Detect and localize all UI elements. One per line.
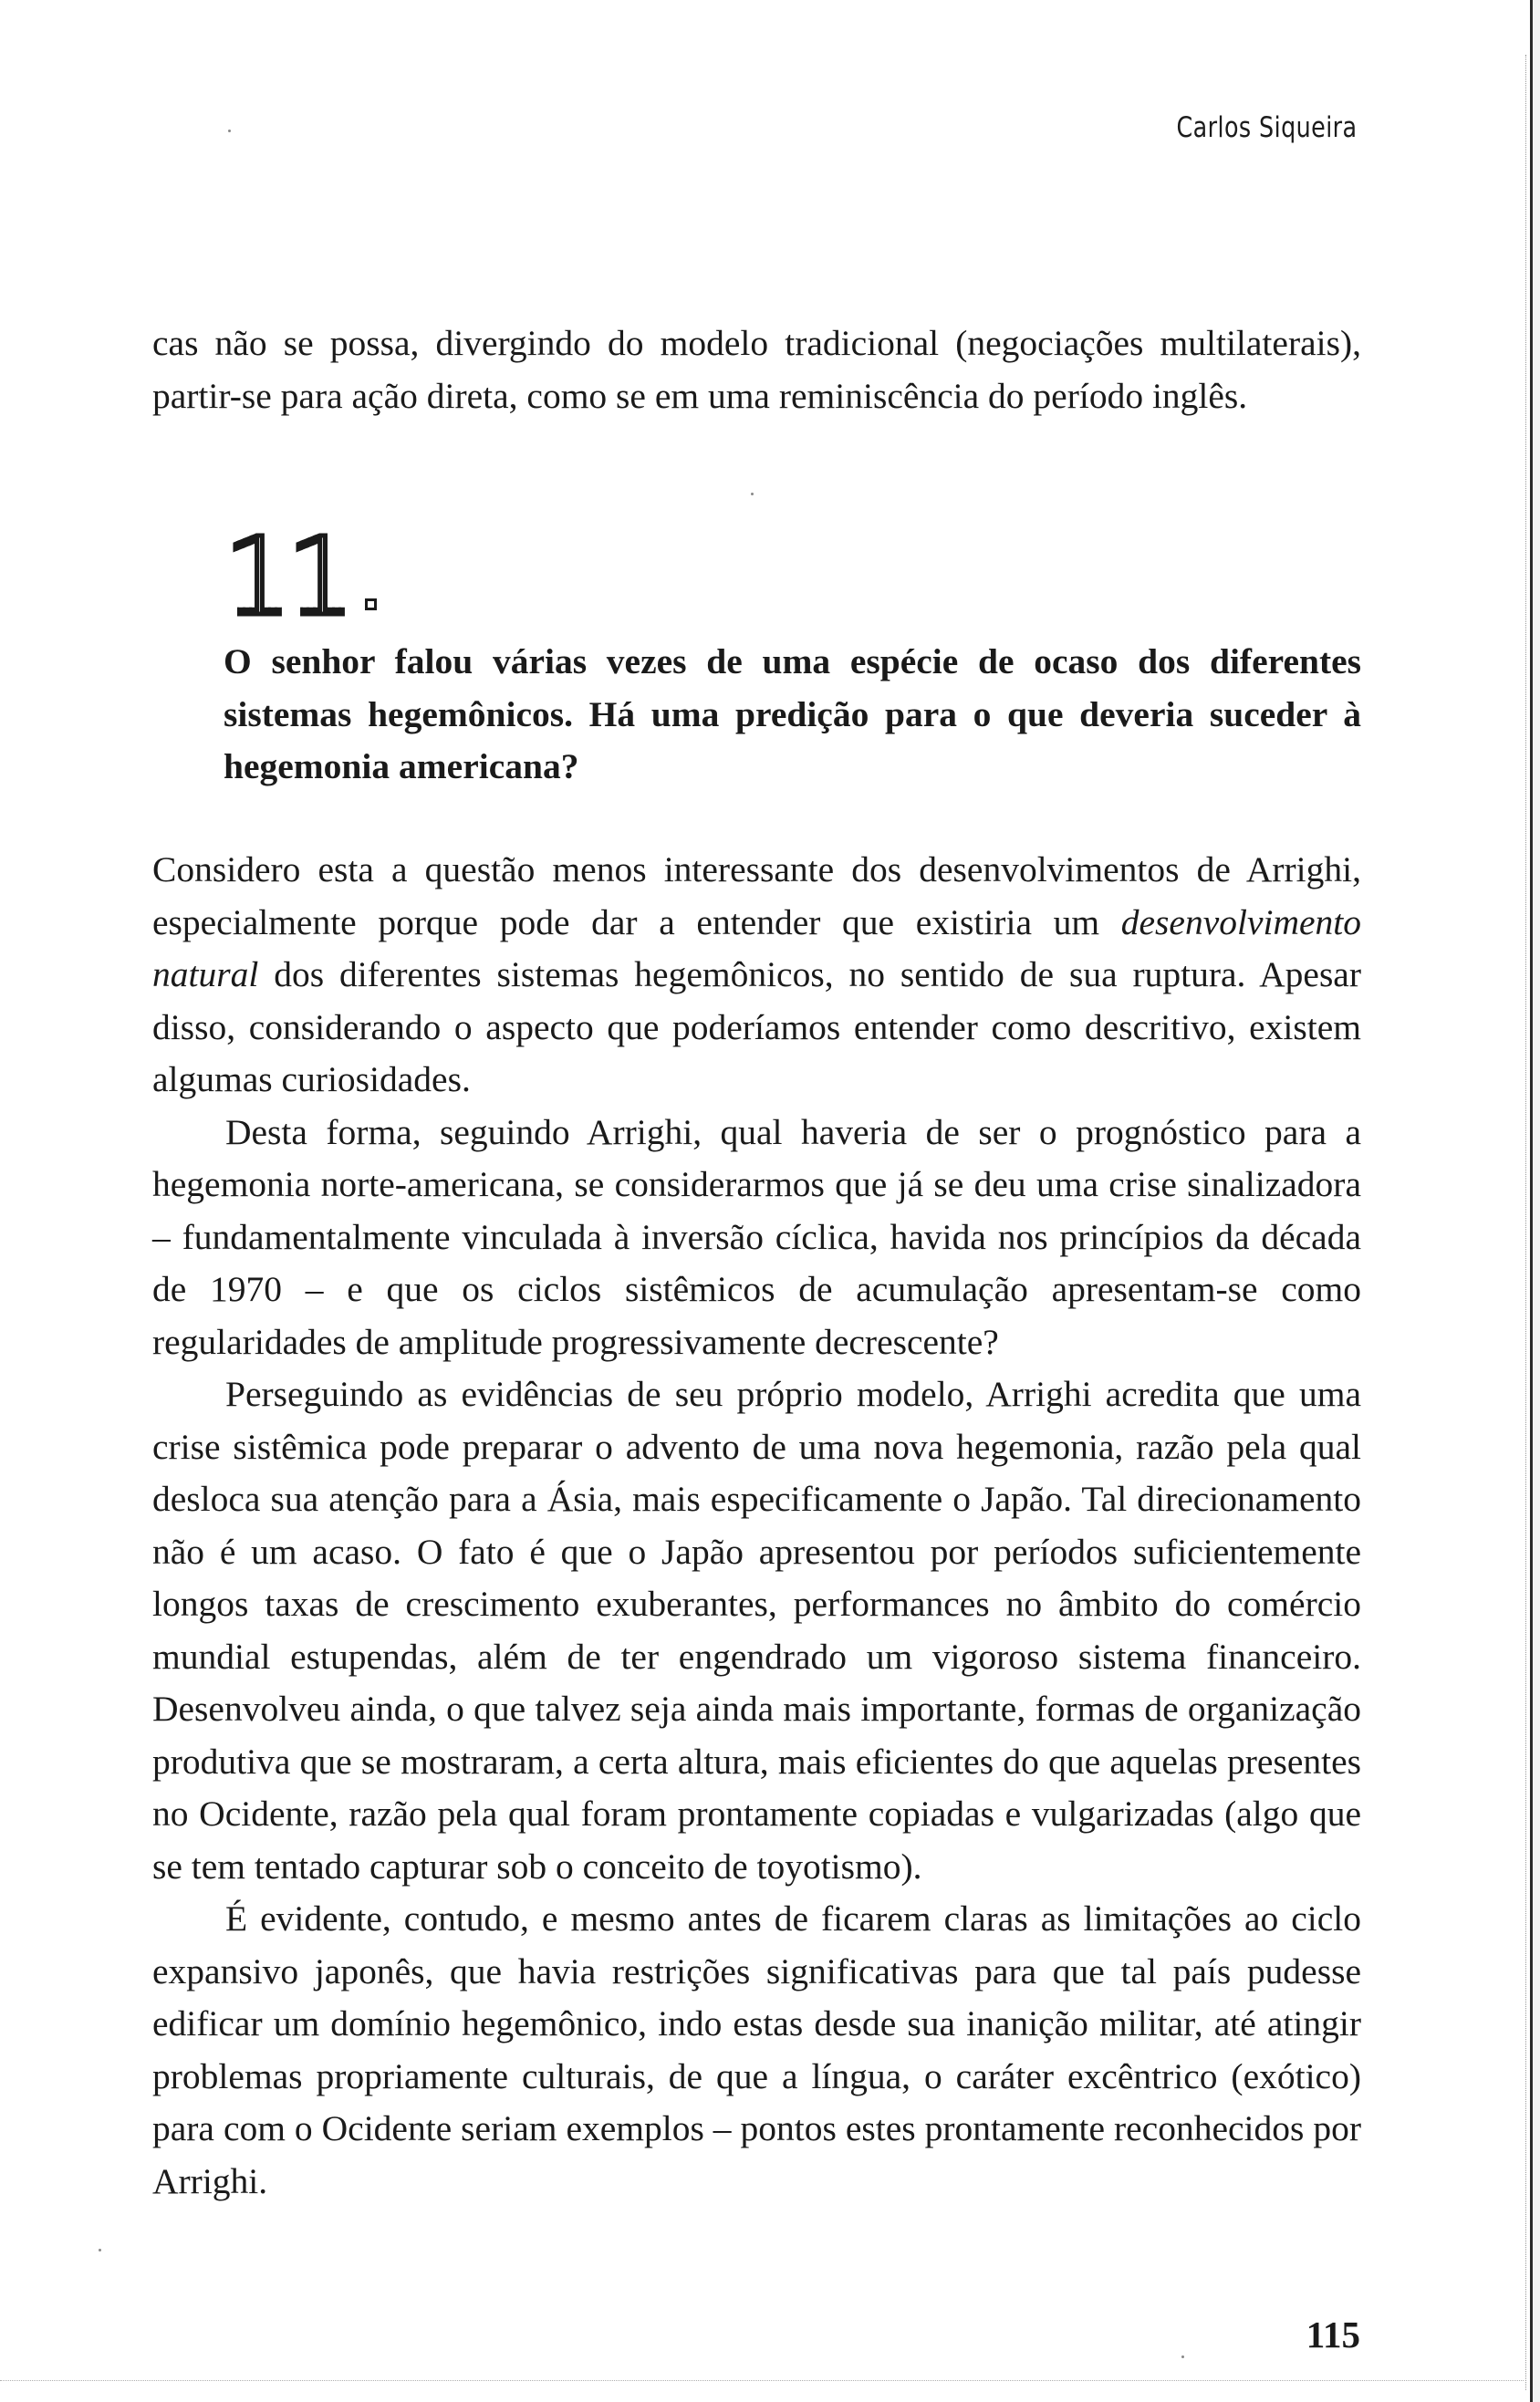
bottom-edge — [0, 2380, 1524, 2382]
page-number: 115 — [1306, 2314, 1360, 2355]
scan-speck — [99, 2249, 101, 2251]
answer-paragraph-3: Perseguindo as evidências de seu próprio modelo, Arrighi acredita que uma crise sistêmica pode preparar o advento de uma nova hegemonia, razão pela qual desloca sua atenção para a Ásia, mais especificamente o Japão. Tal direcionamento não é um acaso. O fato é que o Japão apresentou por períodos suficientemente longos taxas de crescimento exuberantes, performances no âmbito do comércio mundial estupendas, além de ter engendrado um vigoroso sistema financeiro. Desenvolveu ainda, o que talvez seja ainda mais importante, formas de organização produtiva que se mostraram, a certa altura, mais eficientes do que aquelas presentes no Ocidente, razão pela qual foram prontamente copiadas e vulgarizadas (algo que se tem tentado capturar sob o conceito de toyotismo). — [152, 1374, 1361, 1887]
continuation-text: cas não se possa, divergindo do modelo tradicional (negociações multilaterais), partir-se para ação direta, como se em uma reminiscência do período inglês. — [152, 323, 1361, 416]
answer-body — [152, 844, 1361, 2208]
scan-speck — [228, 130, 231, 132]
running-head: Carlos Siqueira — [1176, 111, 1358, 144]
section-number-dot — [365, 598, 377, 610]
answer-paragraph-2: Desta forma, seguindo Arrighi, qual haveria de ser o prognóstico para a hegemonia norte-americana, se considerarmos que já se deu uma crise sinalizadora – fundamentalmente vinculada à inversão cíclica, havida nos princípios da década de 1970 – e que os ciclos sistêmicos de acumulação apresentam-se como regularidades de amplitude progressivamente decrescente? — [152, 1111, 1361, 1362]
scan-speck — [1181, 2355, 1184, 2358]
continuation-paragraph — [152, 317, 1361, 422]
interview-question: O senhor falou várias vezes de uma espécie de ocaso dos diferentes sistemas hegemônicos. Há uma predição para o que deveria suceder à hegemonia americana? — [224, 641, 1361, 786]
italic-term: desenvolvimento natural — [152, 901, 1361, 994]
section-number: 11 — [224, 514, 350, 639]
answer-paragraph-4: É evidente, contudo, e mesmo antes de ficarem claras as limitações ao ciclo expansivo japonês, que havia restrições significativas para que tal país pudesse edificar um domínio hegemônico, indo estas desde sua inanição militar, até atingir problemas propriamente culturais, de que a língua, o caráter excêntrico (exótico) para com o Ocidente seriam exemplos – pontos estes prontamente reconhecidos por Arrighi. — [152, 1898, 1361, 2201]
scan-speck — [751, 493, 754, 495]
page-edge — [1530, 0, 1540, 2402]
answer-paragraph-1-end: dos diferentes sistemas hegemônicos, no sentido de sua ruptura. Apesar disso, considerando o aspecto que poderíamos entender como descritivo, existem algumas curiosidades. — [152, 954, 1361, 1099]
answer-paragraph-1-start: Considero esta a questão menos interessante dos desenvolvimentos de Arrighi, especialmente porque pode dar a entender que existiria um — [152, 849, 1361, 942]
page-edge-shadow — [1525, 55, 1527, 2390]
answer-paragraph-1 — [152, 844, 1361, 1107]
